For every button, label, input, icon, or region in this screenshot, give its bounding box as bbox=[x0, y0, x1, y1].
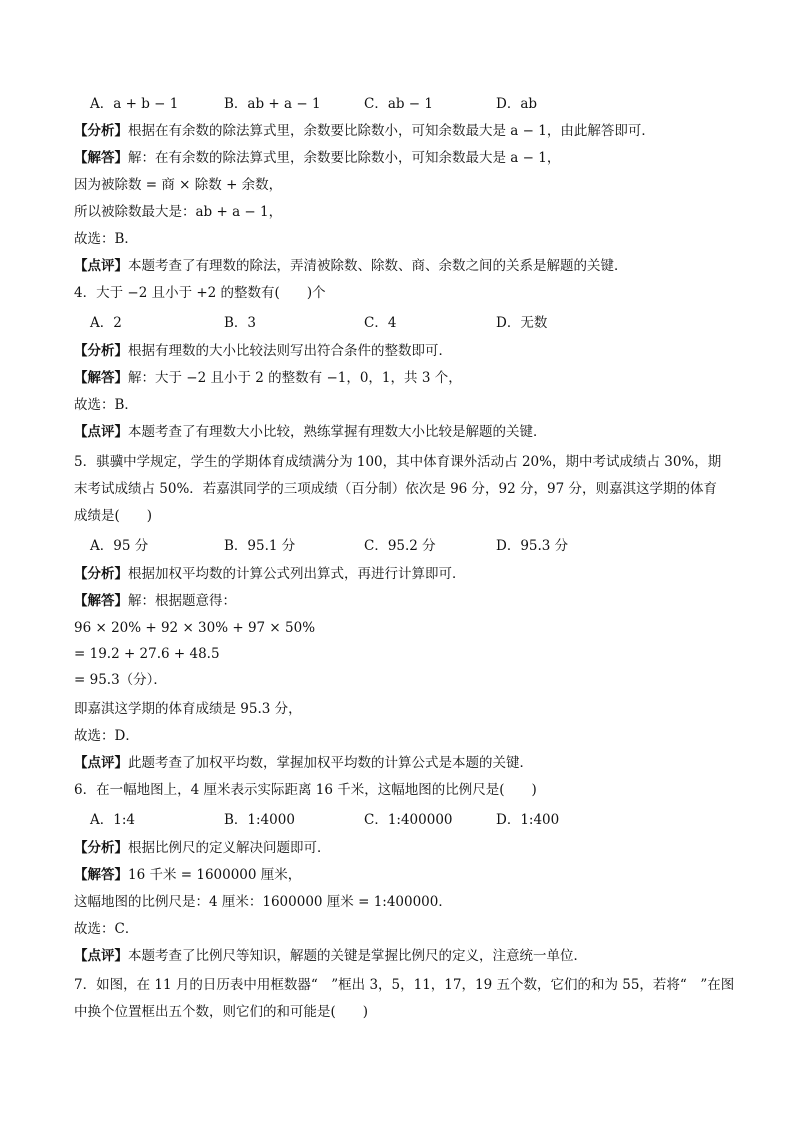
q3-option-d: D．ab bbox=[496, 96, 538, 112]
q5-option-d: D．95.3 分 bbox=[496, 538, 569, 554]
answer-tag: 【解答】 bbox=[74, 867, 128, 883]
answer-text: 解：根据题意得： bbox=[128, 593, 236, 609]
answer-text: 解：大于 −2 且小于 2 的整数有 −1，0，1，共 3 个， bbox=[128, 370, 462, 386]
q3-analysis bbox=[74, 121, 734, 141]
q4-option-c: C．4 bbox=[364, 315, 397, 331]
q3-option-a: A．a + b − 1 bbox=[90, 96, 179, 112]
q6-answer bbox=[74, 865, 734, 885]
q5-answer bbox=[74, 591, 734, 611]
analysis-tag: 【分析】 bbox=[74, 343, 128, 359]
q5-option-a: A．95 分 bbox=[90, 538, 149, 554]
q3-choice: 故选：B． bbox=[74, 231, 138, 247]
q4-option-b: B．3 bbox=[224, 315, 257, 331]
answer-text: 解：在有余数的除法算式里，余数要比除数小，可知余数最大是 a − 1， bbox=[128, 150, 561, 166]
q5-stem-line-1: 5．骐骥中学规定，学生的学期体育成绩满分为 100，其中体育课外活动占 20%，期中考试成绩占 30%，期 bbox=[74, 454, 722, 470]
q5-calc-line-2: = 19.2 + 27.6 + 48.5 bbox=[74, 646, 220, 662]
answer-tag: 【解答】 bbox=[74, 593, 128, 609]
q3-answer-line-3: 所以被除数最大是：ab + a − 1， bbox=[74, 204, 283, 220]
q6-option-d: D．1:400 bbox=[496, 812, 560, 828]
q3-answer-line-2: 因为被除数 = 商 × 除数 + 余数， bbox=[74, 177, 283, 193]
q5-option-b: B．95.1 分 bbox=[224, 538, 296, 554]
analysis-text: 根据比例尺的定义解决问题即可． bbox=[128, 840, 331, 856]
q6-answer-line-2: 这幅地图的比例尺是：4 厘米：1600000 厘米 = 1:400000． bbox=[74, 894, 452, 910]
q5-calc-line-1: 96 × 20% + 92 × 30% + 97 × 50% bbox=[74, 620, 316, 636]
q5-stem-line-2: 末考试成绩占 50%．若嘉淇同学的三项成绩（百分制）依次是 96 分，92 分，97 分，则嘉淇这学期的体育 bbox=[74, 481, 717, 497]
answer-tag: 【解答】 bbox=[74, 370, 128, 386]
q6-stem: 6．在一幅地图上，4 厘米表示实际距离 16 千米，这幅地图的比例尺是( ) bbox=[74, 782, 537, 798]
analysis-text: 根据有理数的大小比较法则写出符合条件的整数即可． bbox=[128, 343, 452, 359]
q6-option-a: A．1:4 bbox=[90, 812, 135, 828]
q5-analysis bbox=[74, 564, 734, 584]
answer-tag: 【解答】 bbox=[74, 150, 128, 166]
q7-stem-line-2: 中换个位置框出五个数，则它们的和可能是( ) bbox=[74, 1004, 369, 1020]
q5-option-c: C．95.2 分 bbox=[364, 538, 436, 554]
comment-tag: 【点评】 bbox=[74, 258, 128, 274]
q7-stem-line-1: 7．如图，在 11 月的日历表中用框数器“ ”框出 3，5，11，17，19 五个数，它们的和为 55，若将“ ”在图 bbox=[74, 977, 735, 993]
q5-stem-line-3: 成绩是( ) bbox=[74, 508, 153, 524]
comment-tag: 【点评】 bbox=[74, 948, 128, 964]
analysis-tag: 【分析】 bbox=[74, 566, 128, 582]
comment-tag: 【点评】 bbox=[74, 424, 128, 440]
q4-option-a: A．2 bbox=[90, 315, 122, 331]
q6-comment bbox=[74, 946, 734, 966]
comment-text: 此题考查了加权平均数，掌握加权平均数的计算公式是本题的关键． bbox=[128, 755, 533, 771]
comment-text: 本题考查了有理数的除法，弄清被除数、除数、商、余数之间的关系是解题的关键． bbox=[128, 258, 628, 274]
q5-calc-line-3: = 95.3（分）． bbox=[74, 672, 167, 688]
q6-analysis bbox=[74, 838, 734, 858]
q3-option-b: B．ab + a − 1 bbox=[224, 96, 321, 112]
q4-answer bbox=[74, 368, 734, 388]
analysis-tag: 【分析】 bbox=[74, 840, 128, 856]
q5-comment bbox=[74, 753, 734, 773]
q4-analysis bbox=[74, 341, 734, 361]
comment-text: 本题考查了有理数大小比较，熟练掌握有理数大小比较是解题的关键． bbox=[128, 424, 547, 440]
q4-stem: 4．大于 −2 且小于 +2 的整数有( )个 bbox=[74, 285, 326, 301]
q4-comment bbox=[74, 422, 734, 442]
analysis-tag: 【分析】 bbox=[74, 123, 128, 139]
q6-option-c: C．1:400000 bbox=[364, 812, 453, 828]
q4-option-d: D．无数 bbox=[496, 315, 548, 331]
answer-text: 16 千米 = 1600000 厘米， bbox=[128, 867, 302, 883]
q3-option-c: C．ab − 1 bbox=[364, 96, 434, 112]
q3-comment bbox=[74, 256, 734, 276]
q5-choice: 故选：D． bbox=[74, 728, 139, 744]
q6-option-b: B．1:4000 bbox=[224, 812, 295, 828]
q6-choice: 故选：C． bbox=[74, 921, 139, 937]
analysis-text: 根据加权平均数的计算公式列出算式，再进行计算即可． bbox=[128, 566, 466, 582]
comment-tag: 【点评】 bbox=[74, 755, 128, 771]
comment-text: 本题考查了比例尺等知识，解题的关键是掌握比例尺的定义，注意统一单位． bbox=[128, 948, 587, 964]
q4-choice: 故选：B． bbox=[74, 397, 138, 413]
q5-answer-line-2: 即嘉淇这学期的体育成绩是 95.3 分， bbox=[74, 701, 302, 717]
q3-answer bbox=[74, 148, 734, 168]
analysis-text: 根据在有余数的除法算式里，余数要比除数小，可知余数最大是 a − 1，由此解答即可． bbox=[128, 123, 655, 139]
